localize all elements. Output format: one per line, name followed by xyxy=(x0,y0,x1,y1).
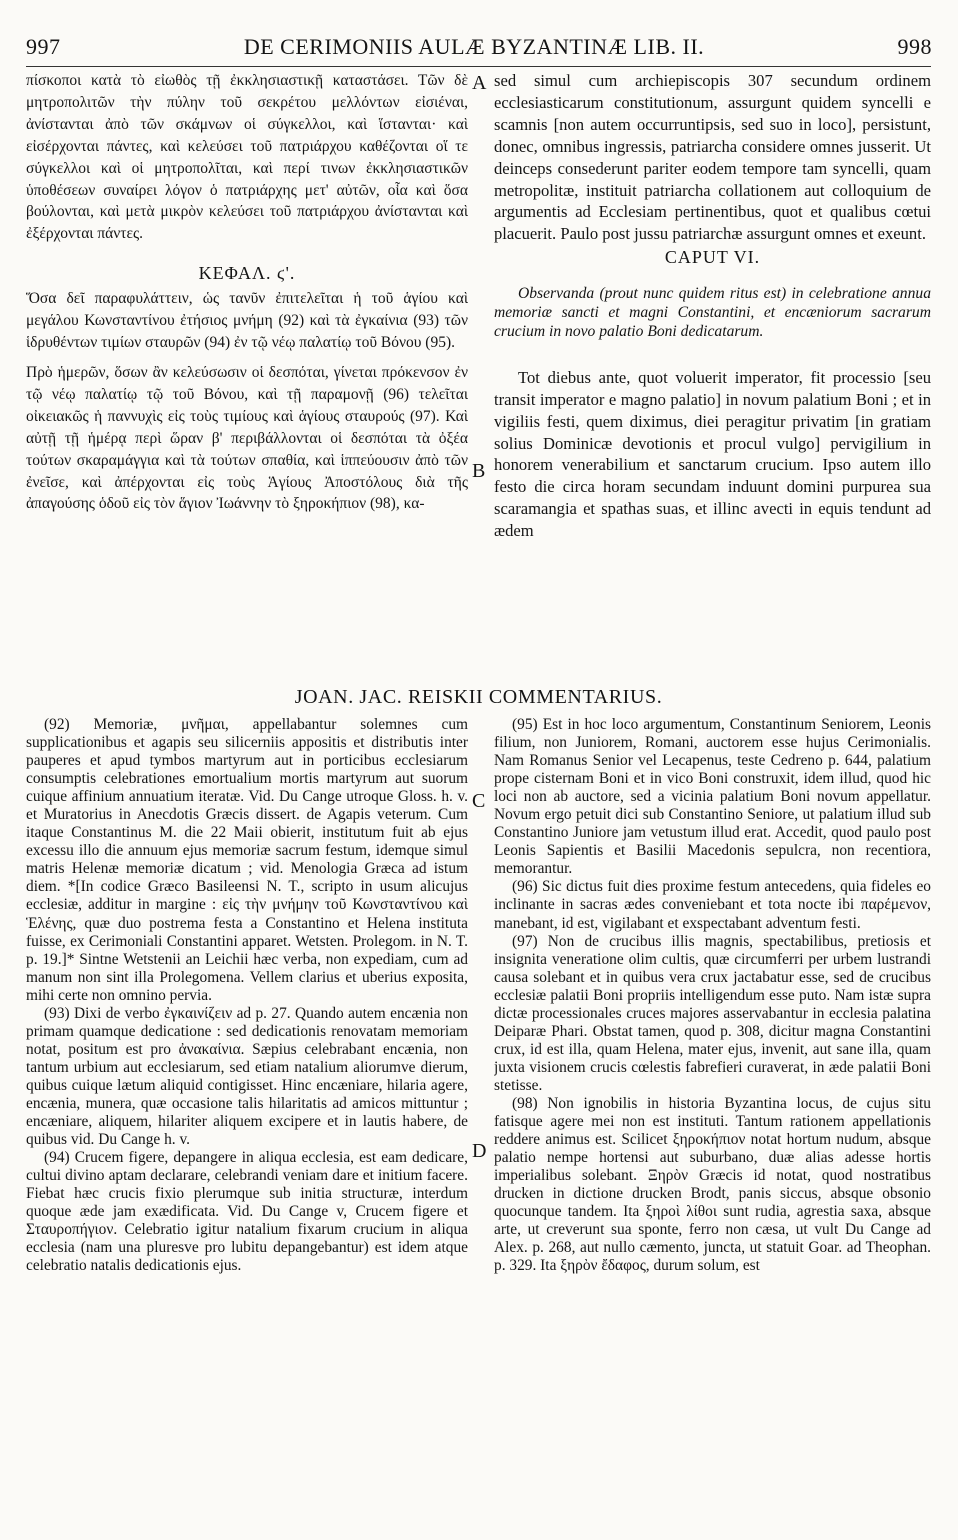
margin-letter-c: C xyxy=(472,790,486,812)
running-title: DE CERIMONIIS AULÆ BYZANTINÆ LIB. II. xyxy=(243,34,705,59)
latin-top-text: sed simul cum archiepiscopis 307 secundum ordinem ecclesiasticarum constitutionum, assurgunt quidem syncelli e scamnis [non autem occurruntipsis, sed suo in loco], persistunt, donec, omnibus ingressis, patriarcha considere omnes jusserit. Ut deinceps consederunt pariter eodem tempore tam syncelli, quam metropolitæ, instituit patriarcha collationem aut colloquium de argumentis ad Ecclesiam pertinentibus, quot et qualibus cœtui placuerit. Paulo post jussu patriarchæ assurgunt omnes et exeunt. xyxy=(494,71,931,244)
book-page xyxy=(26,30,932,1530)
note-97: (97) Non de crucibus illis magnis, spectabilibus, pretiosis et insignita veneratione olim cultis, quæ circumferri per urbem lustrandi causa solebant et in quibus vera crux jactabatur esse, sed de crucibus ecclesiæ palatii Boni propriis intelligendum esse puto. Nam istæ supra dictæ processionales cruces majores asservabantur in ecclesia palatina Deiparæ Phari. Obstat tamen, quod p. 308, dicitur magna Constantini crux, id est illa, quam Helena, mater ejus, invenit, aut sane illa, quam juxta visionem crucis cœlestis fabrefieri curaverat, in æde palatii Boni stetisse. xyxy=(494,932,931,1094)
header-rule xyxy=(26,66,931,67)
note-94: (94) Crucem figere, depangere in aliqua ecclesia, est eam dedicare, cultui divino aptam declarare, celebrandi veniam dare et initium facere. Fiebat hæc crucis fixio plerumque sub initia structuræ, interdum quoque æde jam exædificata. Vid. Du Cange v, Crucem figere et Σταυροπήγιον. Celebratio igitur natalium fixarum crucium in aliqua ecclesia (nam una pluresve pro lubitu depangebantur) est idem atque celebratio natalis dedicationis ejus. xyxy=(26,1149,468,1275)
page-number-right: 998 xyxy=(897,34,932,59)
chapter-heading-greek: ΚΕΦΑΛ. ϛ'. xyxy=(198,263,296,284)
note-93: (93) Dixi de verbo ἐγκαινίζειν ad p. 27. Quando autem encænia non primam quamque dedicatione : sed dedicationis renovatam memoriam notat, positum est pro ἀνακαίνια. Sæpius celebrabant encænia, non tantum urbium aut ecclesiarum, sed etiam natalium aliorumve dierum, quibus cuique lætum aliquid contigisset. Hinc encæniare, hilaria agere, encænia, munera, quæ occasione talis hilaritatis ad amicos mittuntur ; encæniare, aliquem, hilariter aliquem excipere et in lautis habere, de quibus vid. Du Cange h. v. xyxy=(26,1004,468,1149)
note-95: (95) Est in hoc loco argumentum, Constantinum Seniorem, Leonis filium, non Juniorem, Romani, auctorem esse hujus Cerimonialis. Nam Romanus Senior vel Lecapenus, teste Cedreno p. 644, palatium prope cisternam Boni et in vico Boni construxit, idem illud, quod hic loci non ab auctore, sed a vicinia palatium Boni novum appellatur. Novum ergo petuit dici sub Constantino Seniore, ut palatium illud sub Constantino Juniore jam vetustum illud erat. Accedit, quod paulo post Leonis Sapientis et Basilii Macedonis sepulcra, non recentiora, memorantur. xyxy=(494,716,931,878)
margin-letter-a: A xyxy=(472,72,487,94)
latin-column xyxy=(494,70,931,686)
note-92: (92) Memoriæ, μνῆμαι, appellabantur solemnes cum supplicationibus et agapis seu silicerniis appositis et distributis inter pauperes et apud tymbos martyrum aut in porticibus ecclesiarum consumptis celebrationes emortualium mortis martyrum aut suorum cuique affinium annuatium iteratæ. Vid. Du Cange utroque Gloss. h. v. et Muratorius in Anecdotis Græcis dissert. de Agapis veterum. Cum itaque Constantinus M. die 22 Maii obierit, institutum fuit ab ejus excessu illo die annuum ejus memoriæ sacrum festum, idemque simul matris Helenæ memoriæ dicatum ; vid. Menologia Græca ad istum diem. *[In codice Græco Basileensi N. T., scripto in usum alicujus ecclesiæ, additur in margine : εἰς τὴν μνήμην τοῦ Κωνσταντίνου καὶ Ἑλένης, quæ duo postrema festa a Constantino et Helena instituta fuisse, ex Cerimoniali Constantini apparet. Wetsten. Prolegom. in N. T. p. 19.]* Sintne Wetstenii an Leichii hæc verba, non expediam, cum ad manum non sint illa Prolegomena. Vellem clarius et uberius exposita, mihi certe non omnino pervia. xyxy=(26,716,468,1004)
greek-body-text: Πρὸ ἡμερῶν, ὅσων ἂν κελεύσωσιν οἱ δεσπόται, γίνεται πρόκενσον ἐν τῷ νέῳ παλατίῳ τῷ τοῦ Βόνου, καὶ τῇ παραμονῇ (96) τελεῖται οἰκειακῶς ἡ παννυχὶς εἰς τοὺς τιμίους καὶ ἁγίους σταυρούς (97). Καὶ αὐτῇ τῇ ἡμέρᾳ περὶ ὥραν β' περιβάλλονται οἱ δεσπόται τὰ ὀξέα τούτων σκαραμάγγια καὶ τὰ τούτων σπαθία, καὶ ἱππεύουσιν ἀπὸ τῶν ἐνεῖσε, καὶ ἀπέρχονται εἰς τοὺς Ἁγίους Ἀποστόλους διὰ τῆς ἀπαγούσης ὁδοῦ εἰς τὸν ἅγιον Ἰωάννην τὸ ξηροκήπιον (98), κα- xyxy=(26,363,468,513)
note-96: (96) Sic dictus fuit dies proxime festum antecedens, quia fideles eo inclinante in sacras ædes conveniebant et tota nocte ibi παρέμενον, manebant, id est, vigilabant et exspectabant adventum festi. xyxy=(494,878,931,932)
commentary-title: JOAN. JAC. REISKII COMMENTARIUS. xyxy=(294,686,663,708)
page-number-left: 997 xyxy=(26,34,61,59)
margin-letter-d: D xyxy=(472,1140,487,1162)
commentary-right-column xyxy=(494,716,931,1520)
latin-rubric: Observanda (prout nunc quidem ritus est) in celebratione annua memoriæ sancti et magni Constantini, et encæniorum sacrarum crucium in novo palatio Boni dedicatarum. xyxy=(494,284,931,340)
chapter-heading-latin: CAPUT VI. xyxy=(664,247,761,268)
note-98: (98) Non ignobilis in historia Byzantina locus, de cujus situ fatisque agere mei non est instituti. Tantum rationem appellationis reddere animus est. Scilicet ξηροκήπιον notat hortum nudum, absque palatio nempe hortensi aut suburbano, duæ alias adesse hortis imperialibus solebant. Ξηρὸν Græcis id notat, quod nostratibus drucken in dictione drucken Brodt, panis siccus, absque obsonio quocunque tandem. Ita ξηροὶ λίθοι sunt rudia, agrestia saxa, absque arte, ut creverunt sua sponte, ferro non cæsa, ut vult Du Cange ad Alex. p. 268, aut nullo cæmento, juncta, ut statuit Goar. ad Theophan. p. 329. Ita ξηρὸν ἔδαφος, durum solum, est xyxy=(494,1094,931,1275)
greek-column xyxy=(26,70,468,686)
margin-letter-b: B xyxy=(472,460,486,482)
running-header xyxy=(26,30,932,66)
latin-body-text: Tot diebus ante, quot voluerit imperator, fit processio [seu transit imperator e magno palatio] in novum palatium Boni ; et in vigiliis festi, quem diximus, diei peragitur privatim [in gratiam solius Dominicæ devotionis et procul vulgo] pervigilium in honorem venerabilium et sanctarum crucium. Ipso autem illo festo die circa horam secundam induunt domini purpurea sua scaramangia et spathas suas, et illinc avecti in equis tendunt ad ædem xyxy=(494,367,931,541)
greek-rubric: Ὅσα δεῖ παραφυλάττειν, ὡς τανῦν ἐπιτελεῖται ἡ τοῦ ἁγίου καὶ μεγάλου Κωνσταντίνου ἐτήσιος μνήμη (92) καὶ τὰ ἐγκαίνια (93) τῶν ἱδρυθέντων τιμίων σταυρῶν (94) ἐν τῷ νέῳ παλατίῳ τοῦ Βόνου (95). xyxy=(26,290,468,352)
commentary-left-column xyxy=(26,716,468,1520)
greek-top-text: πίσκοποι κατὰ τὸ εἰωθὸς τῇ ἐκκλησιαστικῇ καταστάσει. Τῶν δὲ μητροπολιτῶν τὴν πύλην τοῦ σεκρέτου μελλόντων εἰσιέναι, ἀνίστανται ἀπὸ τῶν σκάμνων οἱ σύγκελλοι, καὶ ἵστανται· καὶ εἰσέρχονται πάντες, καὶ κελεύσει τοῦ πατριάρχου καθέζονται οἵ τε σύγκελλοι καὶ οἱ μητροπολῖται, καὶ περί τινων ἐκκλησιαστικῶν ὑποθέσεων συναίρει λόγον ὁ πατριάρχης μετ' αὐτῶν, οἷα καὶ ὅσα βούλονται, καὶ μετὰ μικρὸν κελεύσει τοῦ πατριάρχου ἀνίστανται καὶ ἐξέρχονται πάντες. xyxy=(26,72,468,243)
